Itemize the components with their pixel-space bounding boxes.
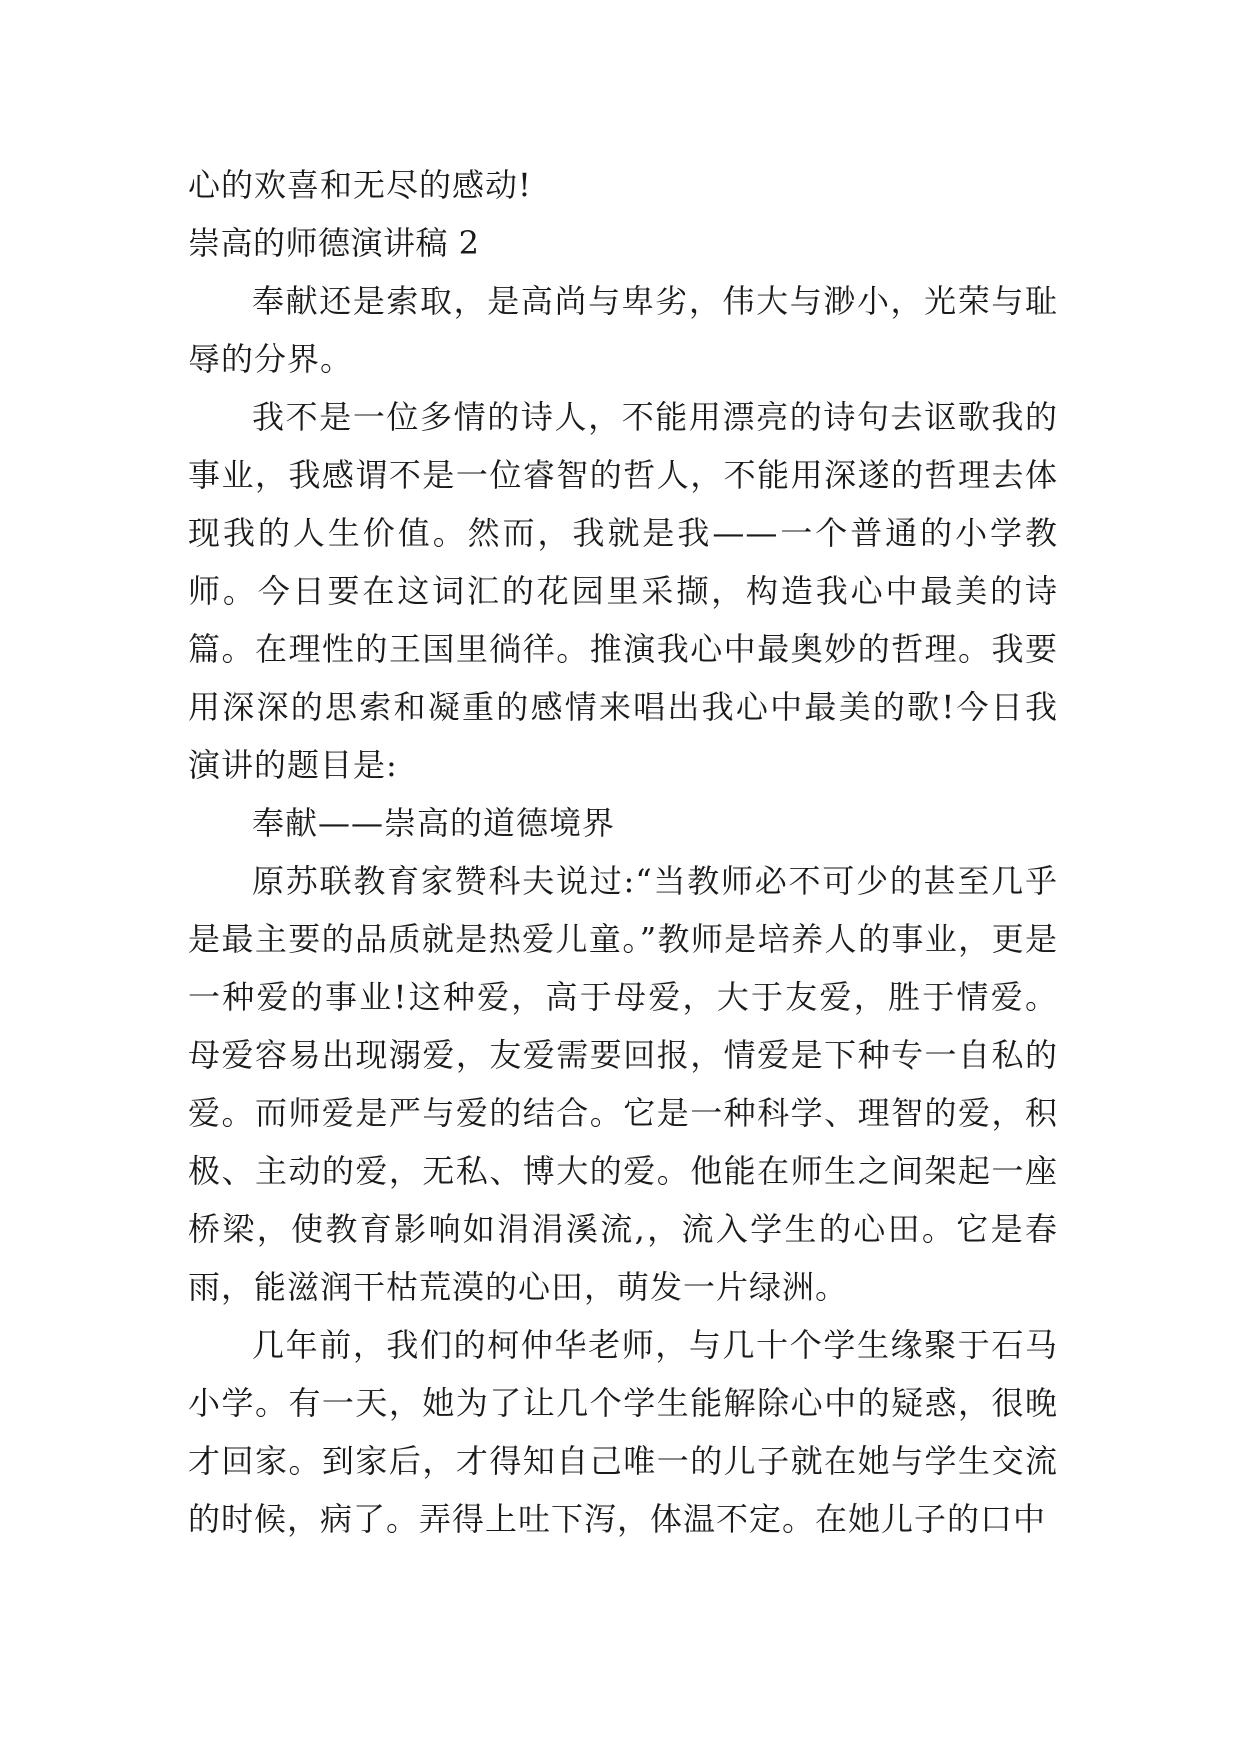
paragraph-2: 我不是一位多情的诗人，不能用漂亮的诗句去讴歌我的事业，我感谓不是一位睿智的哲人，不能用深遂的哲理去体现我的人生价值。然而，我就是我——一个普通的小学教师。今日要在这词汇的花园里采撷，构造我心中最美的诗篇。在理性的王国里徜徉。推演我心中最奥妙的哲理。我要用深深的思索和凝重的感情来唱出我心中最美的歌!今日我演讲的题目是: <box>188 398 1058 784</box>
speech-topic: 奉献——崇高的道德境界 <box>252 804 616 842</box>
paragraph-4: 几年前，我们的柯仲华老师，与几十个学生缘聚于石马小学。有一天，她为了让几个学生能解除心中的疑惑，很晚才回家。到家后，才得知自己唯一的儿子就在她与学生交流的时候，病了。弄得上吐下泻，体温不定。在她儿子的口中 <box>188 1326 1058 1538</box>
continuation-text: 心的欢喜和无尽的感动! <box>188 166 532 204</box>
paragraph-3: 原苏联教育家赞科夫说过:“当教师必不可少的甚至几乎是最主要的品质就是热爱儿童。”教师是培养人的事业，更是一种爱的事业!这种爱，高于母爱，大于友爱，胜于情爱。母爱容易出现溺爱，友爱需要回报，情爱是下种专一自私的爱。而师爱是严与爱的结合。它是一种科学、理智的爱，积极、主动的爱，无私、博大的爱。他能在师生之间架起一座桥梁，使教育影响如涓涓溪流,，流入学生的心田。它是春雨，能滋润干枯荒漠的心田，萌发一片绿洲。 <box>188 862 1058 1306</box>
section-title: 崇高的师德演讲稿 2 <box>188 224 480 262</box>
paragraph-1: 奉献还是索取，是高尚与卑劣，伟大与渺小，光荣与耻辱的分界。 <box>188 282 1058 378</box>
document-body <box>188 156 1058 1548</box>
